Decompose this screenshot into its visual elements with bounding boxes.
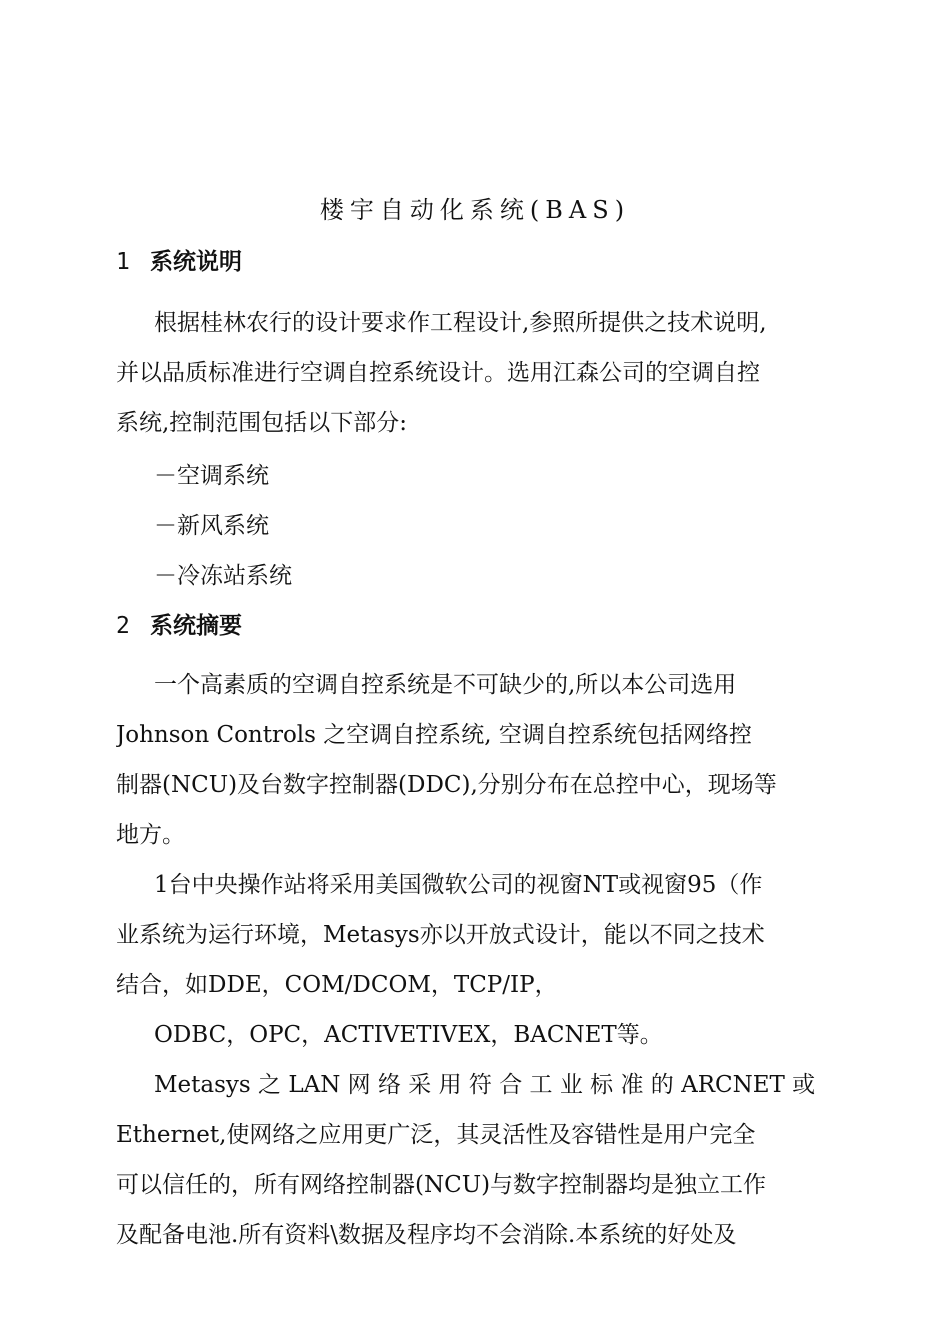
paragraph-line: ODBC，OPC，ACTIVETIVEX，BACNET等。 xyxy=(154,1022,663,1048)
paragraph-line: 1台中央操作站将采用美国微软公司的视窗NT或视窗95（作 xyxy=(154,872,763,898)
section2-paragraph-4 xyxy=(116,1060,832,1260)
section-title: 系统说明 xyxy=(150,249,242,275)
section-number: 1 xyxy=(116,249,130,275)
section-heading-2 xyxy=(116,607,242,640)
paragraph-line: 根据桂林农行的设计要求作工程设计,参照所提供之技术说明, xyxy=(154,310,767,336)
paragraph-line: 结合，如DDE，COM/DCOM，TCP/IP， xyxy=(116,972,558,998)
list-item: －冷冻站系统 xyxy=(154,563,292,589)
section1-paragraph xyxy=(116,298,832,448)
section2-paragraph-2 xyxy=(116,860,832,1010)
section-number: 2 xyxy=(116,613,130,639)
paragraph-line: 业系统为运行环境，Metasys亦以开放式设计，能以不同之技术 xyxy=(116,922,765,948)
section2-paragraph-1 xyxy=(116,660,832,860)
paragraph-line: 一个高素质的空调自控系统是不可缺少的,所以本公司选用 xyxy=(154,672,737,698)
section-title: 系统摘要 xyxy=(150,613,242,639)
list-item: －空调系统 xyxy=(154,463,269,489)
section-heading-1 xyxy=(116,243,242,276)
paragraph-line: 及配备电池.所有资料\数据及程序均不会消除.本系统的好处及 xyxy=(116,1222,737,1248)
paragraph-line: 制器(NCU)及台数字控制器(DDC),分别分布在总控中心，现场等 xyxy=(116,772,777,798)
paragraph-line: 地方。 xyxy=(116,822,185,848)
paragraph-line: 系统,控制范围包括以下部分: xyxy=(116,410,408,436)
paragraph-line: Ethernet,使网络之应用更广泛，其灵活性及容错性是用户完全 xyxy=(116,1122,756,1148)
paragraph-line: Johnson Controls 之空调自控系统, 空调自控系统包括网络控 xyxy=(116,722,752,748)
paragraph-line: Metasys 之 LAN 网 络 采 用 符 合 工 业 标 准 的 ARCNET 或 xyxy=(154,1072,816,1098)
paragraph-line: 并以品质标准进行空调自控系统设计。选用江森公司的空调自控 xyxy=(116,360,760,386)
document-title: 楼宇自动化系统(BAS) xyxy=(319,196,631,224)
list-item: －新风系统 xyxy=(154,513,269,539)
paragraph-line: 可以信任的，所有网络控制器(NCU)与数字控制器均是独立工作 xyxy=(116,1172,767,1198)
section2-paragraph-3 xyxy=(116,1010,832,1060)
